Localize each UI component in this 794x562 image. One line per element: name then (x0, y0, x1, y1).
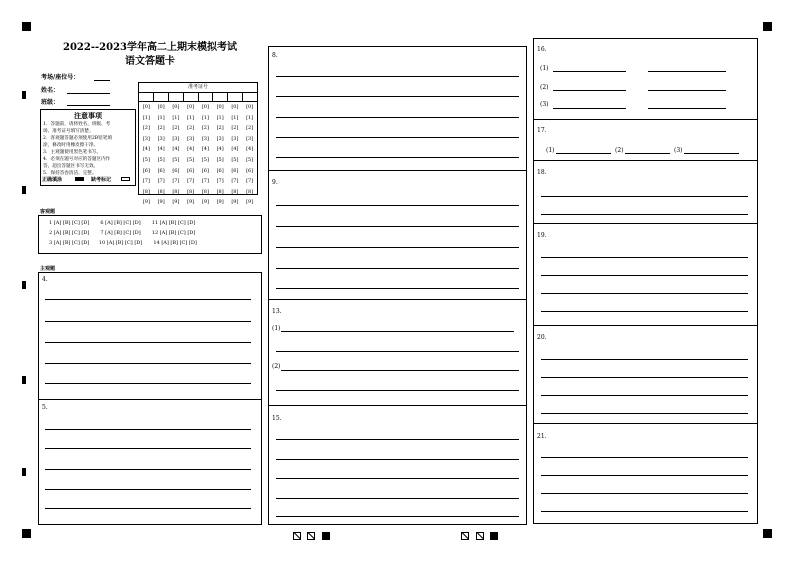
timing-mark (22, 468, 26, 476)
digit-bubble[interactable]: [6] (231, 167, 239, 174)
digit-bubble[interactable]: [1] (142, 114, 150, 121)
digit-bubble[interactable]: [0] (201, 104, 209, 110)
answer-line[interactable] (276, 498, 519, 499)
question-number: 13. (272, 308, 282, 315)
digit-bubble[interactable]: [6] (172, 167, 180, 174)
notice-title: 注意事项 (74, 111, 102, 120)
missing-mark-label: 缺考标记 (91, 177, 112, 183)
digit-bubble[interactable]: [7] (216, 178, 224, 185)
digit-bubble[interactable]: [4] (216, 146, 224, 153)
answer-line[interactable] (648, 90, 726, 91)
sub-question-label: (1) (272, 325, 281, 332)
answer-line[interactable] (45, 363, 251, 364)
answer-area-q19 (533, 223, 758, 326)
page-marker-solid (490, 532, 498, 540)
answer-line[interactable] (541, 395, 748, 396)
digit-bubble[interactable]: [9] (231, 199, 239, 206)
answer-area-q9 (268, 170, 527, 300)
question-number: 19. (537, 232, 547, 239)
answer-line[interactable] (276, 516, 519, 517)
digit-bubble[interactable]: [8] (172, 188, 180, 195)
sub-question-label: (2) (540, 84, 549, 91)
objective-box (38, 215, 262, 254)
answer-line[interactable] (45, 321, 251, 322)
digit-bubble[interactable]: [8] (246, 188, 254, 195)
question-number: 16. (537, 46, 547, 53)
class-label: 班级： (41, 99, 60, 106)
exam-id-column[interactable] (198, 102, 213, 208)
digit-bubble[interactable]: [9] (201, 199, 209, 206)
exam-id-column[interactable] (183, 102, 198, 208)
digit-bubble[interactable]: [7] (201, 178, 209, 185)
page-marker-hatched (461, 532, 469, 540)
answer-line[interactable] (541, 377, 748, 378)
exam-id-write-row[interactable] (139, 93, 257, 102)
notice-line: 2．客观题答题必须使用2B铅笔填 (43, 136, 112, 141)
corner-mark-top-right (763, 22, 772, 31)
digit-bubble[interactable]: [2] (201, 125, 209, 132)
page-subtitle: 语文答题卡 (125, 56, 175, 67)
question-number: 5. (42, 404, 48, 411)
digit-bubble[interactable]: [1] (216, 114, 224, 121)
timing-mark (22, 91, 26, 99)
answer-line[interactable] (276, 478, 519, 479)
timing-mark (22, 186, 26, 194)
digit-bubble[interactable]: [1] (246, 114, 254, 121)
page-marker-solid (322, 532, 330, 540)
answer-line[interactable] (541, 293, 748, 294)
digit-bubble[interactable]: [5] (231, 156, 239, 163)
question-number: 9. (272, 179, 278, 186)
digit-bubble[interactable]: [0] (216, 104, 224, 110)
notice-lines (41, 121, 135, 177)
digit-bubble[interactable]: [6] (187, 167, 195, 174)
sub-question-label: (1) (540, 65, 549, 72)
digit-bubble[interactable]: [3] (187, 135, 195, 142)
digit-bubble[interactable]: [8] (216, 188, 224, 195)
answer-line[interactable] (276, 76, 519, 77)
answer-area-q5 (38, 399, 262, 525)
question-number: 21. (537, 433, 547, 440)
answer-line[interactable] (625, 153, 670, 154)
sub-question-label: (3) (540, 101, 549, 108)
answer-area-q21 (533, 423, 758, 524)
answer-line[interactable] (276, 390, 519, 391)
digit-bubble[interactable]: [4] (142, 146, 150, 153)
digit-bubble[interactable]: [6] (201, 167, 209, 174)
answer-area-q4 (38, 272, 262, 400)
timing-mark (22, 376, 26, 384)
digit-bubble[interactable]: [6] (142, 167, 150, 174)
digit-bubble[interactable]: [2] (172, 125, 180, 132)
question-number: 18. (537, 169, 547, 176)
digit-bubble[interactable]: [8] (201, 188, 209, 195)
answer-line[interactable] (684, 153, 739, 154)
answer-line[interactable] (276, 96, 519, 97)
digit-bubble[interactable]: [3] (216, 135, 224, 142)
name-field[interactable] (67, 93, 110, 94)
answer-line[interactable] (541, 413, 748, 414)
answer-line[interactable] (45, 299, 251, 300)
answer-line[interactable] (276, 205, 519, 206)
fill-correct-label: 正确填涂 (42, 177, 63, 183)
digit-bubble[interactable]: [9] (157, 199, 165, 206)
digit-bubble[interactable]: [9] (246, 199, 254, 206)
room-label: 考场/座位号： (41, 74, 80, 81)
answer-line[interactable] (276, 247, 519, 248)
digit-bubble[interactable]: [9] (216, 199, 224, 206)
corner-mark-bottom-left (22, 529, 31, 538)
page-marker-hatched (293, 532, 301, 540)
digit-bubble[interactable]: [8] (142, 188, 150, 195)
answer-area-q20 (533, 325, 758, 424)
notice-line: 答，超出答题区书写无效。 (43, 164, 99, 169)
digit-bubble[interactable]: [8] (231, 188, 239, 195)
digit-bubble[interactable]: [1] (172, 114, 180, 121)
answer-line[interactable] (276, 288, 519, 289)
room-field[interactable] (94, 80, 110, 81)
answer-line[interactable] (45, 429, 251, 430)
answer-line[interactable] (45, 489, 251, 490)
digit-bubble[interactable]: [5] (246, 156, 254, 163)
answer-area-q15 (268, 405, 527, 525)
digit-bubble[interactable]: [0] (246, 104, 254, 110)
answer-line[interactable] (45, 448, 251, 449)
digit-bubble[interactable]: [9] (172, 199, 180, 206)
digit-bubble[interactable]: [2] (231, 125, 239, 132)
answer-line[interactable] (541, 196, 748, 197)
notice-line: 4．必须在题号对应的答题区内作 (43, 157, 111, 162)
page-marker-hatched (307, 532, 315, 540)
corner-mark-top-left (22, 22, 31, 31)
page-title: 2022--2023学年高二上期末模拟考试 (63, 42, 237, 53)
timing-mark (22, 281, 26, 289)
missing-mark-box[interactable] (121, 177, 130, 181)
answer-line[interactable] (553, 90, 626, 91)
digit-bubble[interactable]: [1] (231, 114, 239, 121)
digit-bubble[interactable]: [4] (172, 146, 180, 153)
sub-question-label: (2) (615, 147, 624, 154)
digit-bubble[interactable]: [7] (246, 178, 254, 185)
digit-bubble[interactable]: [1] (157, 114, 165, 121)
answer-line[interactable] (276, 137, 519, 138)
digit-bubble[interactable]: [0] (187, 104, 195, 110)
digit-bubble[interactable]: [2] (142, 125, 150, 132)
page-marker-hatched (476, 532, 484, 540)
digit-bubble[interactable]: [2] (157, 125, 165, 132)
digit-bubble[interactable]: [0] (172, 104, 180, 110)
answer-line[interactable] (276, 268, 519, 269)
digit-bubble[interactable]: [3] (142, 135, 150, 142)
sub-question-label: (2) (272, 363, 281, 370)
digit-bubble[interactable]: [4] (231, 146, 239, 153)
digit-bubble[interactable]: [7] (187, 178, 195, 185)
sub-question-label: (1) (546, 147, 555, 154)
notice-box (40, 109, 136, 186)
answer-area-q13 (268, 299, 527, 406)
objective-row[interactable]: 1 [A] [B] [C] [D] 6 [A] [B] [C] [D] 11 [A] [B] [C] [D] (49, 220, 196, 226)
answer-line[interactable] (281, 370, 519, 371)
notice-line: 场、准考证号填写清楚。 (43, 129, 94, 134)
digit-bubble[interactable]: [5] (142, 156, 150, 163)
exam-id-column[interactable] (139, 102, 154, 208)
question-number: 8. (272, 52, 278, 59)
digit-bubble[interactable]: [4] (246, 146, 254, 153)
exam-id-title: 准考证号 (139, 83, 257, 93)
fill-correct-sample (75, 177, 84, 181)
digit-bubble[interactable]: [7] (142, 178, 150, 185)
subjective-label: 主观题 (40, 266, 56, 272)
digit-bubble[interactable]: [1] (187, 114, 195, 121)
exam-id-column[interactable] (169, 102, 184, 208)
digit-bubble[interactable]: [5] (157, 156, 165, 163)
question-number: 15. (272, 415, 282, 422)
answer-line[interactable] (648, 71, 726, 72)
answer-line[interactable] (541, 257, 748, 258)
answer-line[interactable] (541, 214, 748, 215)
digit-bubble[interactable]: [6] (246, 167, 254, 174)
digit-bubble[interactable]: [8] (157, 188, 165, 195)
question-number: 4. (42, 276, 48, 283)
digit-bubble[interactable]: [8] (187, 188, 195, 195)
sub-question-label: (3) (674, 147, 683, 154)
answer-line[interactable] (648, 108, 726, 109)
answer-line[interactable] (541, 475, 748, 476)
answer-area-q17 (533, 119, 758, 161)
digit-bubble[interactable]: [4] (157, 146, 165, 153)
answer-line[interactable] (541, 457, 748, 458)
exam-id-column[interactable] (242, 102, 257, 208)
digit-bubble[interactable]: [9] (142, 199, 150, 206)
answer-line[interactable] (541, 311, 748, 312)
digit-bubble[interactable]: [7] (172, 178, 180, 185)
digit-bubble[interactable]: [3] (172, 135, 180, 142)
answer-area-q16 (533, 38, 758, 120)
digit-bubble[interactable]: [4] (201, 146, 209, 153)
answer-line[interactable] (276, 439, 519, 440)
objective-row[interactable]: 3 [A] [B] [C] [D] 10 [A] [B] [C] [D] 14 [A] [B] [C] [D] (49, 240, 197, 246)
answer-line[interactable] (541, 275, 748, 276)
answer-area-q18 (533, 160, 758, 224)
notice-line: 3．主观题使用黑色笔书写。 (43, 150, 102, 155)
answer-line[interactable] (45, 342, 251, 343)
name-label: 姓名： (41, 87, 60, 94)
digit-bubble[interactable]: [6] (216, 167, 224, 174)
digit-bubble[interactable]: [7] (157, 178, 165, 185)
answer-line[interactable] (45, 383, 251, 384)
digit-bubble[interactable]: [3] (246, 135, 254, 142)
digit-bubble[interactable]: [5] (201, 156, 209, 163)
exam-id-box (138, 82, 258, 206)
corner-mark-bottom-right (763, 529, 772, 538)
answer-line[interactable] (553, 71, 626, 72)
digit-bubble[interactable]: [9] (187, 199, 195, 206)
answer-line[interactable] (556, 153, 611, 154)
notice-line: 5．保持答卷清洁、完整。 (43, 171, 97, 176)
digit-bubble[interactable]: [1] (201, 114, 209, 121)
digit-bubble[interactable]: [2] (246, 125, 254, 132)
answer-line[interactable] (45, 508, 251, 509)
digit-bubble[interactable]: [4] (187, 146, 195, 153)
exam-id-bubbles[interactable] (139, 102, 257, 208)
objective-row[interactable]: 2 [A] [B] [C] [D] 7 [A] [B] [C] [D] 12 [A] [B] [C] [D] (49, 230, 196, 236)
notice-line: 涂，修改时用橡皮擦干净。 (43, 143, 99, 148)
digit-bubble[interactable]: [2] (216, 125, 224, 132)
question-number: 20. (537, 334, 547, 341)
digit-bubble[interactable]: [6] (157, 167, 165, 174)
question-number: 17. (537, 127, 547, 134)
answer-line[interactable] (541, 493, 748, 494)
answer-line[interactable] (276, 351, 519, 352)
digit-bubble[interactable]: [3] (231, 135, 239, 142)
objective-label: 客观题 (40, 209, 56, 215)
digit-bubble[interactable]: [0] (142, 104, 150, 110)
answer-line[interactable] (281, 331, 514, 332)
notice-line: 1．答题前，请将姓名、班级、考 (43, 122, 111, 127)
digit-bubble[interactable]: [3] (201, 135, 209, 142)
answer-area-q8 (268, 46, 527, 171)
digit-bubble[interactable]: [0] (157, 104, 165, 110)
digit-bubble[interactable]: [5] (172, 156, 180, 163)
digit-bubble[interactable]: [3] (157, 135, 165, 142)
answer-line[interactable] (276, 157, 519, 158)
answer-line[interactable] (276, 117, 519, 118)
answer-line[interactable] (541, 359, 748, 360)
exam-id-column[interactable] (228, 102, 243, 208)
digit-bubble[interactable]: [0] (231, 104, 239, 110)
answer-line[interactable] (45, 469, 251, 470)
class-field[interactable] (67, 105, 110, 106)
exam-id-column[interactable] (154, 102, 169, 208)
answer-line[interactable] (276, 459, 519, 460)
digit-bubble[interactable]: [5] (216, 156, 224, 163)
digit-bubble[interactable]: [7] (231, 178, 239, 185)
exam-id-column[interactable] (213, 102, 228, 208)
answer-line[interactable] (553, 108, 626, 109)
digit-bubble[interactable]: [2] (187, 125, 195, 132)
digit-bubble[interactable]: [5] (187, 156, 195, 163)
answer-line[interactable] (541, 511, 748, 512)
answer-line[interactable] (276, 226, 519, 227)
